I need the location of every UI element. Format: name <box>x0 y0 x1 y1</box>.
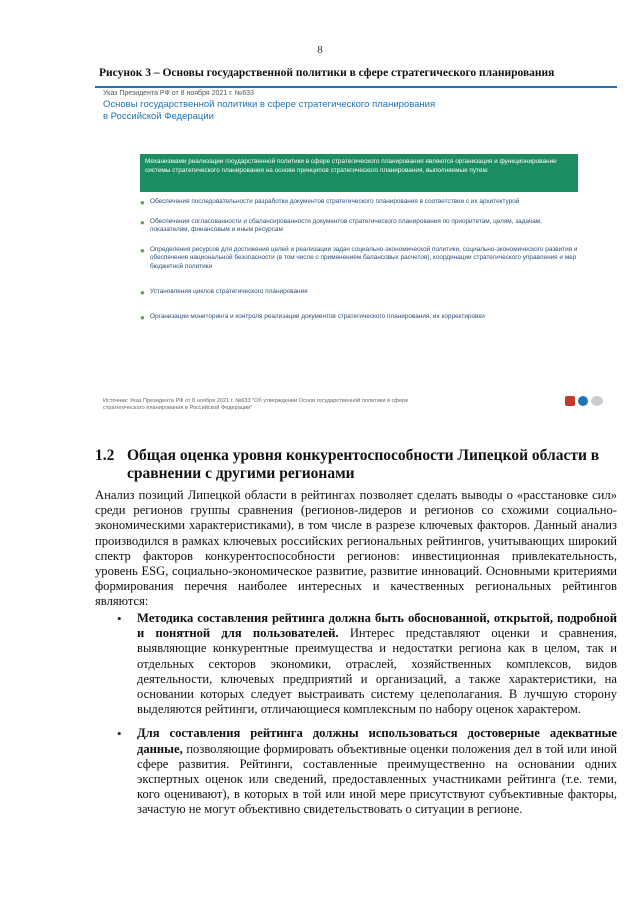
page-number: 8 <box>317 44 323 56</box>
partner-logo-icon <box>591 396 603 406</box>
slide-bullet-list <box>140 198 578 321</box>
organization-logo-icon <box>578 396 588 406</box>
slide-title-line-2: в Российской Федерации <box>103 110 214 122</box>
criteria-text: позволяющие формировать объективные оценки положения дел в той или иной сфере развития. Рейтинги, составленные преимущественно на основании одних экспертных оценок или сведений, предоставленных участниками рейтинга (т.е. теми, кого оценивают), в которых в той или иной мере присутствуют субъективные факторы, зачастую не могут объективно свидетельствовать о ситуации в регионе. <box>137 741 617 817</box>
slide-title <box>103 99 603 122</box>
section-heading <box>95 447 615 483</box>
bullet-dot-icon: ● <box>140 245 145 255</box>
body-paragraph: Анализ позиций Липецкой области в рейтингах позволяет сделать выводы о «расстановке сил» среди регионов группы сравнения (регионов-лидеров и регионов со схожими социально-экономическими характеристиками), в том числе в разрезе ключевых факторов. Данный анализ производился в рамках ключевых российских региональных рейтингов, учитывающих широкий спектр факторов конкурентоспособности регионов: инвестиционная привлекательность, уровень ESG, социально-экономическое развитие, развитие инноваций. Основными критериями формирования перечня наиболее интересных и качественных региональных рейтингов являются: <box>95 488 617 609</box>
criteria-list <box>95 611 617 827</box>
slide-source-line: Указ Президента РФ от 8 ноября 2021 г. №633 <box>103 90 254 97</box>
criteria-item <box>95 611 617 717</box>
slide-title-line-1: Основы государственной политики в сфере стратегического планирования <box>103 99 436 110</box>
bullet-dot-icon: ● <box>140 312 145 322</box>
region-emblem-icon <box>565 396 575 406</box>
section-number: 1.2 <box>95 447 115 464</box>
slide-intro-box <box>140 154 578 192</box>
slide-intro-text: Механизмами реализации государственной политики в сфере стратегического планирования являются организация и функционирование системы стратегического планирования на основе принципов стратегического планирования, выполняемые путем: <box>145 158 557 174</box>
bullet-dot-icon: ● <box>140 288 145 297</box>
bullet-dot-icon: • <box>117 726 122 742</box>
slide-bullet-item: ● Обеспечения последовательности разработки документов стратегического планирования в соответствии с их архитектурой <box>140 198 520 207</box>
slide-logos <box>565 396 603 406</box>
slide-bullet-item: ● Определения ресурсов для достижения целей и реализации задач социально-экономической политики, социально-экономического развития и обеспечения национальной безопасности (в том числе с применением балансовых расчетов), координации стратегического управления и мер бюджетной политики <box>140 245 578 270</box>
slide-bullet-item: ● Установления циклов стратегического планирования <box>140 288 308 297</box>
criteria-text: Интерес представляют оценки и сравнения, выявляющие конкурентные преимущества и недостатки региона как в целом, так и отдельных секторов экономики, отраслей, хозяйственных комплексов, видов деятельности, ключевых предприятий и организаций, а также характеристики, на основании которых следует выстраивать систему целеполагания. В лучшую сторону выделяются рейтинги, отличающиеся комплексным по набору оценок характером. <box>137 626 617 717</box>
bullet-dot-icon: • <box>117 611 122 626</box>
section-title: Общая оценка уровня конкурентоспособности Липецкой области в сравнении с другими регионами <box>127 447 600 482</box>
figure-caption: Рисунок 3 – Основы государственной политики в сфере стратегического планирования <box>99 67 555 79</box>
criteria-bold: Для составления рейтинга должны использоваться достоверные адекватные данные, <box>137 726 617 756</box>
slide-bullet-item: ● Обеспечения согласованности и сбалансированности документов стратегического планирования по приоритетам, целям, задачам, показателям, финансовым и иным ресурсам <box>140 217 542 233</box>
bullet-dot-icon: ● <box>140 217 145 227</box>
figure-slide <box>95 86 617 416</box>
bullet-dot-icon: ● <box>140 198 145 207</box>
criteria-item <box>95 726 617 817</box>
criteria-bold: Методика составления рейтинга должна быть обоснованной, открытой, подробной и понятной для пользователей. <box>137 611 617 641</box>
slide-bullet-item: ● Организации мониторинга и контроля реализации документов стратегического планирования, их корректировки <box>140 312 485 322</box>
slide-top-rule <box>95 86 617 88</box>
slide-footer: Источник: Указ Президента РФ от 8 ноября 2021 г. №633 "Об утверждении Основ государственной политики в сфере стратегического планирования в Российской Федерации" <box>103 398 409 411</box>
